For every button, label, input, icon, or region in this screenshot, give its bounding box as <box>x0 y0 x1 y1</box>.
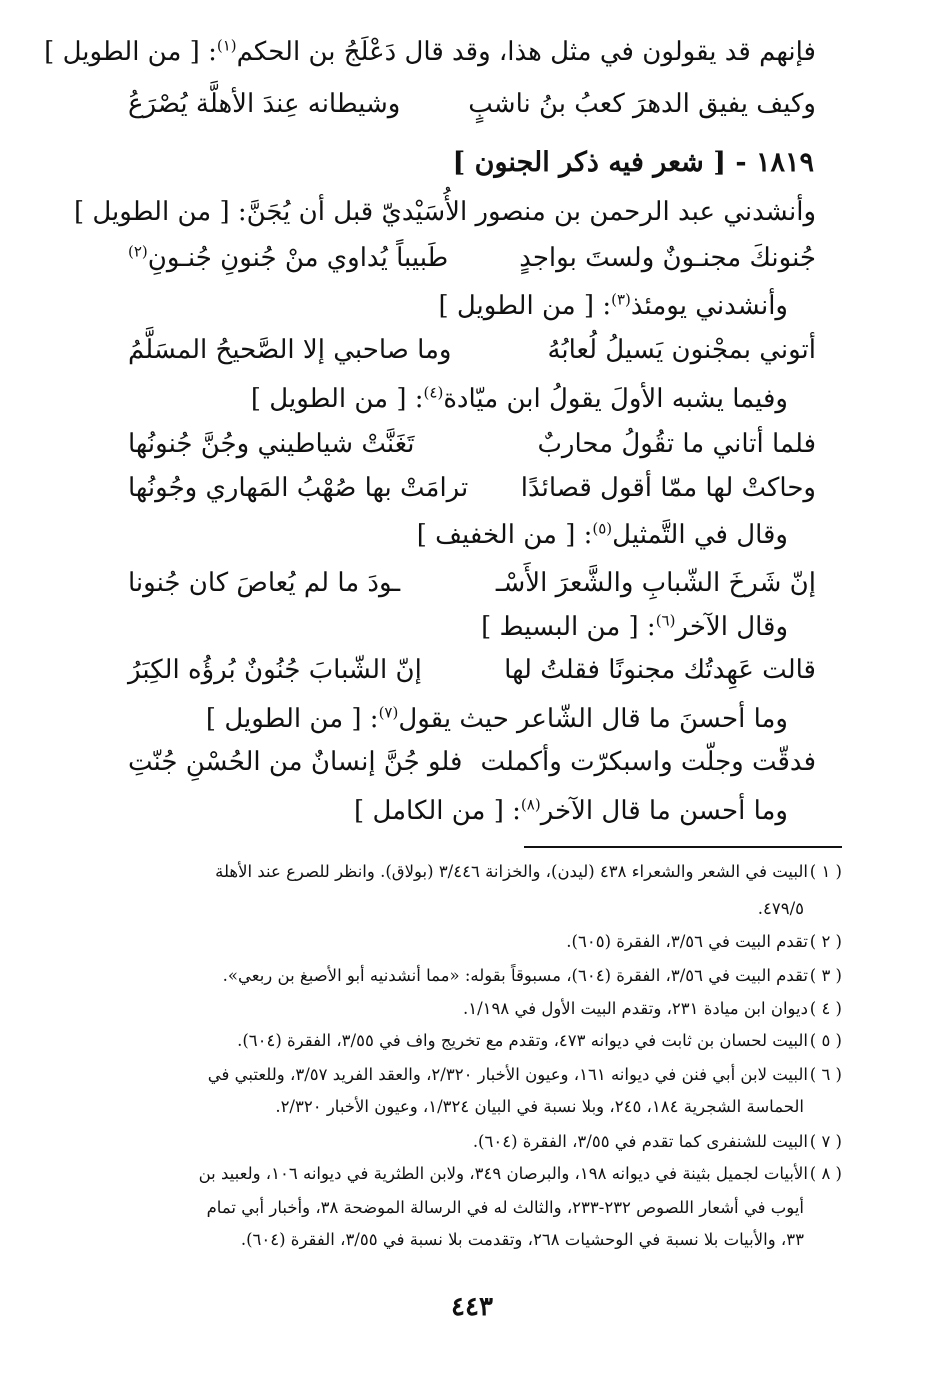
paragraph: وأنشدني عبد الرحمن بن منصور الأُسَيْديّ قبل أن يُجَنَّ: [ من الطويل ] <box>73 197 816 227</box>
footnote <box>74 1027 842 1054</box>
footnote-number: ( ٥ ) <box>809 1031 842 1050</box>
footnote-text: الأبيات لجميل بثينة في ديوانه ١٩٨، والبرصان ٣٤٩، ولابن الطثرية في ديوانه ١٠٦، ولعبيد بن <box>198 1164 808 1183</box>
footnote-continuation: ٣٣، والأبيات بلا نسبة في الوحشيات ٢٦٨، وتقدمت بلا نسبة في ٣/٥٥، الفقرة (٦٠٤). <box>240 1230 804 1249</box>
meter-label: : [ من الطويل ] <box>205 704 379 734</box>
footnote-text: البيت لحسان بن ثابت في ديوانه ٤٧٣، وتقدم مع تخريج واف في ٣/٥٥، الفقرة (٦٠٤). <box>237 1031 808 1050</box>
meter-label: : [ من الطويل ] <box>438 291 612 321</box>
verse-line <box>128 330 816 370</box>
verse-text: طَبيباً يُداوي منْ جُنونِ جُنـونِ <box>147 243 449 273</box>
verse-first-hemistich: قالت عَهِدتُك مجنونًا فقلتُ لها <box>504 655 816 685</box>
verse-line <box>128 424 816 464</box>
meter-label: : [ من الطويل ] <box>250 384 424 414</box>
meter-label: : [ من البسيط ] <box>481 612 656 642</box>
footnote <box>74 1128 842 1155</box>
section-heading: ١٨١٩ - [ شعر فيه ذكر الجنون ] <box>452 147 814 178</box>
paragraph-text: وما أحسن ما قال الآخر <box>540 796 788 826</box>
footnote-continuation: الحماسة الشجرية ١٨٤، ٢٤٥، وبلا نسبة في البيان ١/٣٢٤، وعيون الأخبار ٢/٣٢٠. <box>275 1097 804 1116</box>
footnote-ref[interactable]: (٣) <box>611 290 631 309</box>
paragraph <box>128 516 788 554</box>
verse-line <box>128 742 816 782</box>
footnote-number: ( ٤ ) <box>809 999 842 1018</box>
paragraph <box>128 380 788 418</box>
verse-first-hemistich: إنّ شَرخَ الشّبابِ والشَّعرَ الأَسْـ <box>495 568 816 598</box>
verse-second-hemistich: إنّ الشّبابَ جُنُونٌ بُرؤُه الكِبَرُ <box>128 655 422 685</box>
footnote-ref[interactable]: (٤) <box>423 383 444 402</box>
paragraph <box>128 608 788 646</box>
paragraph-text: وقال الآخر <box>675 612 788 642</box>
verse-first-hemistich: فدقّت وجلّت واسبكرّت وأكملت <box>480 747 816 777</box>
intro-paragraph <box>44 33 816 71</box>
footnote-continuation: ٤٧٩/٥. <box>757 899 804 918</box>
paragraph-text: وفيما يشبه الأولَ يقولُ ابن ميّادة <box>443 384 788 414</box>
footnote-text: البيت في الشعر والشعراء ٤٣٨ (ليدن)، والخزانة ٣/٤٤٦ (بولاق). وانظر للصرع عند الأهلة <box>215 862 808 881</box>
meter-label: : [ من الخفيف ] <box>416 520 593 550</box>
footnote-separator <box>524 846 842 848</box>
verse-first-hemistich: وحاكتْ لها ممّا أقول قصائدًا <box>520 473 816 503</box>
verse-first-hemistich: أتوني بمجْنون يَسيلُ لُعابُهُ <box>547 335 816 365</box>
verse-line <box>128 650 816 690</box>
paragraph-text: وما أحسنَ ما قال الشّاعر حيث يقول <box>398 704 788 734</box>
verse-second-hemistich: وشيطانه عِندَ الأهلَّة يُصْرَعُ <box>128 89 401 119</box>
footnote-text: ديوان ابن ميادة ٢٣١، وتقدم البيت الأول في ١/١٩٨. <box>462 999 808 1018</box>
paragraph <box>128 287 788 325</box>
page-number: ٤٤٣ <box>451 1292 493 1322</box>
verse-line <box>128 84 816 124</box>
footnote-text: تقدم البيت في ٣/٥٦، الفقرة (٦٠٥). <box>566 932 808 951</box>
verse-first-hemistich: جُنونكَ مجنـونٌ ولستَ بواجدٍ <box>519 243 816 273</box>
verse-first-hemistich: وكيف يفيق الدهرَ كعبُ بنُ ناشبٍ <box>468 89 816 119</box>
verse-second-hemistich: وما صاحبي إلا الصَّحيحُ المسَلَّمُ <box>128 335 452 365</box>
footnote-continuation: أيوب في أشعار اللصوص ٢٣٢-٢٣٣، والثالث له في الرسالة الموضحة ٣٨، وأخبار أبي تمام <box>206 1198 804 1217</box>
meter-label: : [ من الطويل ] <box>44 37 217 67</box>
footnote <box>74 858 842 885</box>
intro-text: فإنهم قد يقولون في مثل هذا، وقد قال دَعْلَجُ بن الحكم <box>236 37 816 67</box>
footnote-number: ( ٨ ) <box>809 1164 842 1183</box>
footnote-number: ( ٢ ) <box>809 932 842 951</box>
verse-line <box>128 563 816 603</box>
verse-second-hemistich: ترامَتْ بها صُهْبُ المَهاري وجُونُها <box>128 473 469 503</box>
verse-second-hemistich: ـودَ ما لم يُعاصَ كان جُنونا <box>128 568 401 598</box>
footnote-ref[interactable]: (٥) <box>592 519 613 538</box>
paragraph-text: وقال في التَّمثيل <box>612 520 788 550</box>
paragraph <box>128 792 788 830</box>
footnote <box>74 928 842 955</box>
footnote <box>74 962 842 989</box>
footnote <box>74 1061 842 1088</box>
verse-line <box>128 238 816 278</box>
footnote-number: ( ٣ ) <box>809 966 842 985</box>
footnote-ref[interactable]: (١) <box>216 36 237 55</box>
verse-second-hemistich <box>128 238 448 278</box>
footnote-ref[interactable]: (٧) <box>378 703 399 722</box>
footnote-ref[interactable]: (٢) <box>128 242 148 261</box>
footnote-ref[interactable]: (٨) <box>520 795 541 814</box>
footnote-number: ( ١ ) <box>809 862 842 881</box>
verse-line <box>128 468 816 508</box>
footnote <box>74 1160 842 1187</box>
paragraph-text: وأنشدني يومئذ <box>630 291 788 321</box>
verse-second-hemistich: فلو جُنَّ إنسانٌ من الحُسْنِ جُنّتِ <box>128 747 463 777</box>
footnote <box>74 995 842 1022</box>
meter-label: : [ من الكامل ] <box>354 796 521 826</box>
footnote-number: ( ٧ ) <box>809 1132 842 1151</box>
paragraph <box>128 700 788 738</box>
footnote-text: البيت لابن أبي فنن في ديوانه ١٦١، وعيون الأخبار ٢/٣٢٠، والعقد الفريد ٣/٥٧، وللعتبي في <box>207 1065 808 1084</box>
verse-second-hemistich: تَغَنَّتْ شياطيني وجُنَّ جُنونُها <box>128 429 415 459</box>
footnote-ref[interactable]: (٦) <box>655 611 676 630</box>
verse-first-hemistich: فلما أتاني ما تقُولُ محاربٌ <box>537 429 816 459</box>
footnote-text: البيت للشنفرى كما تقدم في ٣/٥٥، الفقرة (٦٠٤). <box>472 1132 808 1151</box>
footnote-text: تقدم البيت في ٣/٥٦، الفقرة (٦٠٤)، مسبوقاً بقوله: «مما أنشدنيه أبو الأصبغ بن ربعي». <box>222 966 808 985</box>
footnote-number: ( ٦ ) <box>809 1065 842 1084</box>
